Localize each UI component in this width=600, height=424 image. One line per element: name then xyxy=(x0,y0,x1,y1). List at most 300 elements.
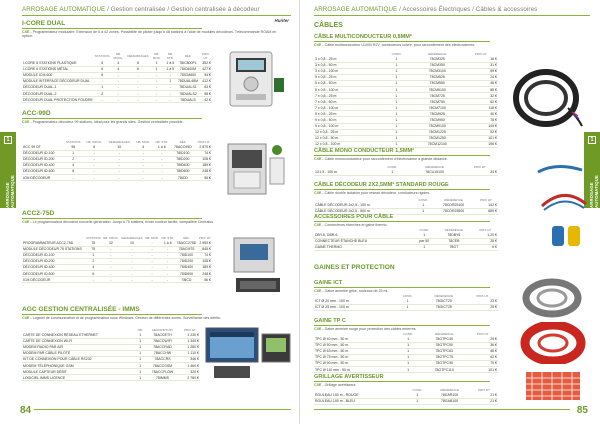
price: 6 € xyxy=(473,244,498,250)
reference: 78ID200 xyxy=(175,258,197,264)
section-desc-gaine-tpc xyxy=(314,327,514,331)
price: 1 460 € xyxy=(180,362,200,368)
reference: 78GTPC63 xyxy=(421,348,468,354)
price: 74 € xyxy=(198,252,212,258)
right-footer-rule xyxy=(314,409,570,410)
spec-value: 1 xyxy=(382,141,411,147)
spec-value: 1 xyxy=(395,348,421,354)
desc-text: Programmateur modulaire. Extension de 6 à 42 zones. Possibilité de piloter jusqu'à 48 stations à l'aide de modules décodeurs. Télécommande ROAM en option. xyxy=(22,30,277,39)
reference: 78ID600 xyxy=(175,270,197,276)
column-header: PRIX HT xyxy=(479,228,492,232)
spec-value: - xyxy=(153,156,171,162)
column-header: RÉFÉRENCE xyxy=(434,332,454,336)
product-name: KIT DE CONNEXION POUR CÂBLE RS232 xyxy=(22,356,135,362)
product-name: DÉCODEUR ID-200 xyxy=(22,156,63,162)
desc-text: Logiciel de communication et de programmation sous Windows. Gestion de différentes zones. Surveillance des débits. xyxy=(32,316,221,320)
table-header-row xyxy=(22,52,212,60)
reference: 78CM925 xyxy=(411,111,463,117)
spec-value: 1 xyxy=(395,366,421,372)
product-name: DÉCODEUR DUAL PROTECTION FOUDRE xyxy=(23,97,93,102)
desc-text: Le programmateur décodeur nouvelle génération. Jusqu'à 75 stations, écran couleur tactile, compatible Centralus. xyxy=(32,220,215,224)
reference: 78CDR25100 xyxy=(433,202,473,208)
reference: 78DUAL48M xyxy=(177,79,198,84)
price: 24 € xyxy=(464,74,498,80)
code-prefix: CXE - xyxy=(314,191,324,195)
spec-value: 1 xyxy=(135,332,145,338)
price: 845 € xyxy=(198,246,212,252)
spec-value: - xyxy=(150,97,164,103)
code-prefix: CXE - xyxy=(314,157,324,161)
product-name: TPC Ø 50 mm - 50 m xyxy=(314,342,395,348)
spec-value: 4 xyxy=(85,264,102,270)
column-header: PRIX HT xyxy=(198,236,211,240)
product-name: ROULEAU 100 m - ROUGE xyxy=(314,392,406,398)
price: 16 € xyxy=(464,56,498,62)
left-header-rule xyxy=(22,15,291,16)
desc-text: Gaine annelée rouge pour protection des câbles enterrés. xyxy=(324,327,417,331)
spec-value: - xyxy=(144,252,160,258)
hunter-logo: Hunter xyxy=(274,18,289,23)
table-row xyxy=(314,244,498,250)
reference: 78ACCRAD xyxy=(145,344,179,350)
right-header-rule xyxy=(314,15,590,16)
spec-value: 1 xyxy=(413,208,433,214)
column-header: COND. xyxy=(419,228,430,232)
reference: 78GTPC75 xyxy=(421,354,468,360)
spec-value: 10 xyxy=(120,240,144,246)
product-name: 3 x 0,8 - 25 m xyxy=(314,56,382,62)
imms-software-image xyxy=(204,326,294,382)
column-header: STATIONS xyxy=(66,140,81,144)
spec-value: 6 xyxy=(63,168,83,174)
page-number-right: 85 xyxy=(576,405,588,416)
spec-value: - xyxy=(120,258,144,264)
product-name: DÉCODEUR ID-400 xyxy=(22,162,63,168)
reference: 78ACCGSM xyxy=(145,362,179,368)
spec-value: 32 xyxy=(102,240,120,246)
section-desc-gaine-ict xyxy=(314,289,514,293)
spec-value: - xyxy=(102,270,120,276)
section-desc-acc275d xyxy=(22,220,284,224)
price: 29 € xyxy=(467,304,498,310)
price: 196 € xyxy=(464,141,498,147)
code-prefix: CXE - xyxy=(314,289,324,293)
mono-cable-image xyxy=(536,160,586,180)
code-prefix: CXE - xyxy=(22,316,32,320)
spec-value: 1 xyxy=(382,117,411,123)
price: 98 € xyxy=(199,90,212,96)
column-header: DÉMARRAGES xyxy=(127,54,149,58)
table-row xyxy=(314,366,498,372)
column-header: RÉFÉRENCE xyxy=(444,228,464,232)
price: 1 230 € xyxy=(180,332,200,338)
price: 689 € xyxy=(474,208,498,214)
section-rule xyxy=(314,287,490,288)
product-name: ICM DÉCODEUR xyxy=(22,277,85,283)
section-title-gaine-tpc: GAINE TP C xyxy=(314,318,346,324)
product-name: DÉCODEUR ID-400 xyxy=(22,264,85,270)
reference: 78CM1250 xyxy=(411,135,463,141)
table-row xyxy=(22,97,212,103)
product-name: MODEM PAR CÂBLE PILOTE xyxy=(22,350,135,356)
spec-value: 1 à 5 xyxy=(164,60,177,66)
spec-value: 1 à 5 xyxy=(164,66,177,72)
product-name: ICT Ø 20 mm - 100 m xyxy=(314,298,394,304)
section-desc-acc99d xyxy=(22,120,284,124)
spec-value: 1 xyxy=(382,74,411,80)
spec-value: - xyxy=(105,168,134,174)
spec-value: 6 xyxy=(94,60,111,66)
spec-value: - xyxy=(105,162,134,168)
price: 62 € xyxy=(464,99,498,105)
spec-value: - xyxy=(83,174,104,180)
spec-value: 1 xyxy=(135,344,145,350)
column-header: COND. xyxy=(418,198,429,202)
column-header: NB. MOD. xyxy=(152,52,161,60)
price: 2 950 € xyxy=(199,240,211,245)
product-name: 3 x 0,8 - 100 m xyxy=(314,68,382,74)
spec-value: - xyxy=(160,246,175,252)
price: 59 € xyxy=(464,68,498,74)
product-name: ROULEAU 100 m - BLEU xyxy=(314,398,406,404)
product-name: ICT Ø 25 mm - 100 m xyxy=(314,304,394,310)
spec-value: 1 xyxy=(382,129,411,135)
reference: 78GTPC90 xyxy=(421,360,468,366)
reference: 78GTPC50 xyxy=(421,342,468,348)
acc99d-controller-image xyxy=(222,140,288,200)
spec-value: - xyxy=(102,277,120,283)
left-header-category: ARROSAGE AUTOMATIQUE xyxy=(22,6,106,13)
section-title-accessoires: ACCESSOIRES POUR CÂBLE xyxy=(314,214,394,220)
price: 21 € xyxy=(470,392,498,398)
section-rule xyxy=(22,118,202,119)
spec-value: - xyxy=(105,156,134,162)
product-name: 5 x 0,8 - 100 m xyxy=(314,86,382,92)
section-title-grillage: GRILLAGE AVERTISSEUR xyxy=(314,374,384,380)
section-rule xyxy=(22,28,202,29)
table-grillage xyxy=(314,388,498,405)
reference: 78ACCFLOW xyxy=(145,369,179,375)
price: 320 € xyxy=(180,369,200,375)
price: 79 € xyxy=(468,360,498,366)
reference: 78ACCHW xyxy=(145,350,179,356)
section-title-gaine-ict: GAINE ICT xyxy=(314,280,343,286)
section-title-monoconducteur: CÂBLE MONO CONDUCTEUR 1,5MM² xyxy=(314,148,415,154)
reference: 78CU15100 xyxy=(407,169,461,175)
price: 88 € xyxy=(464,86,498,92)
right-header-category: ARROSAGE AUTOMATIQUE xyxy=(314,6,398,13)
product-name: 7 x 0,8 - 100 m xyxy=(314,105,382,111)
spec-value: - xyxy=(110,90,126,96)
reference: 78CM750 xyxy=(411,99,463,105)
spec-value: - xyxy=(144,240,160,246)
section-rule xyxy=(22,314,202,315)
spec-value: 6 xyxy=(85,270,102,276)
spec-value: 1 xyxy=(150,66,164,72)
column-header xyxy=(22,52,94,60)
product-name: LOGICIEL IMMS LICENCE xyxy=(22,375,135,381)
column-header: PRIX HT xyxy=(473,165,486,169)
column-header: STATIONS xyxy=(94,54,110,58)
price: 62 € xyxy=(468,354,498,360)
spec-value: 1 xyxy=(382,105,411,111)
code-prefix: CXE - xyxy=(314,327,324,331)
spec-value: - xyxy=(126,72,149,78)
left-footer-rule xyxy=(34,409,291,410)
section-title-multiconducteur: CÂBLE MULTICONDUCTEUR 0,8MM² xyxy=(314,34,412,40)
spec-value: - xyxy=(110,97,126,103)
spec-value: - xyxy=(102,258,120,264)
spec-value: - xyxy=(110,72,126,78)
section-desc-grillage xyxy=(314,383,514,387)
column-header: NB. xyxy=(137,328,143,332)
section-desc-agc xyxy=(22,316,284,320)
product-name: 7 x 0,8 - 50 m xyxy=(314,99,382,105)
price: 56 € xyxy=(198,277,212,283)
spec-value: - xyxy=(134,150,153,156)
product-name: TPC Ø 40 mm - 50 m xyxy=(314,336,395,342)
table-row xyxy=(22,277,212,283)
price: 46 € xyxy=(464,80,498,86)
desc-text: Câble monoconducteur pour raccordement d'électrovanne à grande distance. xyxy=(324,157,448,161)
reference: 78ID200 xyxy=(171,156,195,162)
spec-value: 4 xyxy=(110,60,126,66)
spec-value: 2 xyxy=(63,156,83,162)
reference: 78ICD xyxy=(171,174,195,180)
left-header-subcategory: / Gestion centralisée / Gestion centralisée à décodeur xyxy=(107,6,260,13)
spec-value: 1 xyxy=(395,342,421,348)
product-name: DBY-6, DBR-6 xyxy=(314,232,413,238)
spec-value: 99 xyxy=(63,144,83,150)
column-header: NB. PROG. xyxy=(103,236,119,240)
spec-value: 1 xyxy=(413,244,435,250)
table-acc275d xyxy=(22,236,212,283)
reference: 78CM3100 xyxy=(411,68,463,74)
price: 94 € xyxy=(199,72,212,78)
price: 149 € xyxy=(464,123,498,129)
product-name: CÂBLE DÉCODEUR 2x2,5 - 100 m xyxy=(314,202,413,208)
price: 78 € xyxy=(464,117,498,123)
product-name: PROGRAMMATEUR ACC2-75D xyxy=(22,240,85,246)
spec-value: 1 xyxy=(413,202,433,208)
column-header: PRIX HT xyxy=(474,52,487,56)
spec-value: 1 xyxy=(382,99,411,105)
section-title-gaines: GAINES ET PROTECTION xyxy=(314,264,395,271)
section-rule xyxy=(314,381,490,382)
spec-value: 1 à 6 xyxy=(160,240,175,246)
cable-coil-image xyxy=(506,62,586,132)
column-header: RÉFÉRENCE xyxy=(444,198,463,202)
acc275d-controller-image xyxy=(226,236,286,296)
reference: 78CM7100 xyxy=(411,105,463,111)
column-header: PRIX HT xyxy=(478,388,490,392)
decoder-cable-image xyxy=(540,186,588,216)
spec-value: 2 xyxy=(94,90,111,96)
spec-value: - xyxy=(102,246,120,252)
spec-value: - xyxy=(126,78,149,84)
product-name: CARTE DE CONNEXION WI-FI xyxy=(22,338,135,344)
column-header: NB. STD. xyxy=(155,140,169,144)
product-name: 9 x 0,8 - 50 m xyxy=(314,117,382,123)
desc-text: Programmateur décodeur 99 stations, idéal pour les grands sites. Gestion centralisée possible. xyxy=(32,120,184,124)
section-title-acc275d: ACC2-75D xyxy=(22,210,55,217)
reference: 78IC600M xyxy=(177,66,199,72)
spec-value: 1 xyxy=(395,360,421,366)
spec-value: - xyxy=(160,252,175,258)
column-header: NB. STD. xyxy=(161,236,175,240)
section-desc-icore xyxy=(22,30,284,39)
column-header: RÉFÉRENCE xyxy=(428,52,447,56)
column-header: NB. MOD. xyxy=(136,140,150,144)
desc-text: Gaine annelée grise, rouleaux de 25 ml. xyxy=(324,289,389,293)
product-name: I-CORE 8 STATIONS PLASTIQUE xyxy=(22,60,94,66)
section-desc-decodeur-cable xyxy=(314,191,534,195)
spec-value: 6 xyxy=(94,72,111,78)
right-header xyxy=(314,6,537,13)
spec-value: 1 xyxy=(382,111,411,117)
spec-value: - xyxy=(160,258,175,264)
column-header: PRIX HT xyxy=(480,198,492,202)
product-name: I-CORE 6 STATIONS MÉTAL xyxy=(22,66,94,72)
reference: 78ACM75 xyxy=(175,246,197,252)
spec-value: - xyxy=(144,277,160,283)
spec-value: 8 xyxy=(126,66,149,72)
section-rule xyxy=(22,218,202,219)
spec-value: 1 xyxy=(382,93,411,99)
desc-text: Câble multiconducteur U1000 R2V, conducteurs cuivre, pour raccordement des électrovannes. xyxy=(324,43,476,47)
spec-value: - xyxy=(85,277,102,283)
reference: 78GICT20 xyxy=(421,298,467,304)
spec-value: - xyxy=(144,270,160,276)
spec-value: 1 xyxy=(406,398,429,404)
product-name: DÉCODEUR DUAL-1 xyxy=(22,84,94,90)
spec-value: 1 xyxy=(135,369,145,375)
price: 34 € xyxy=(462,169,498,175)
price: 23 € xyxy=(467,298,498,304)
spec-value: 1 à 6 xyxy=(153,144,171,150)
spec-value: 1 xyxy=(406,392,429,398)
table-icore xyxy=(22,52,212,103)
spec-value: 1 xyxy=(382,123,411,129)
gaine-ict-image xyxy=(520,278,584,318)
spec-value: 4 xyxy=(110,66,126,72)
price: 2 870 € xyxy=(195,144,212,150)
spec-value: 1 xyxy=(413,232,435,238)
left-header xyxy=(22,6,260,13)
column-header: PRIX HT xyxy=(183,328,196,332)
spec-value: 4 xyxy=(63,162,83,168)
price: 29 € xyxy=(468,336,498,342)
price: 1 110 € xyxy=(180,350,200,356)
product-name: CARTE DE CONNEXION RÉSEAU ETHERNET xyxy=(22,332,135,338)
column-header: COND. xyxy=(403,332,413,336)
spec-value: - xyxy=(120,252,144,258)
spec-value: - xyxy=(150,84,164,90)
spec-value: par 50 xyxy=(413,238,435,244)
reference: 78ACCRS xyxy=(145,356,179,362)
section-rule xyxy=(314,189,490,190)
spec-value: - xyxy=(126,84,149,90)
spec-value: 1 xyxy=(394,298,420,304)
product-name: MODEM TÉLÉPHONIQUE GSM xyxy=(22,362,135,368)
spec-value: 1 xyxy=(382,68,411,74)
column-header: PRIX HT xyxy=(476,332,489,336)
spec-value: 1 xyxy=(135,375,145,381)
product-name: MODULE CAPTEUR DÉBIT xyxy=(22,369,135,375)
tab-label: ARROSAGE AUTOMATIQUE xyxy=(589,175,599,208)
spec-value: - xyxy=(83,168,104,174)
column-header: PRIX HT xyxy=(197,140,210,144)
spec-value: 1 xyxy=(150,60,164,66)
column-header: DÉMARRAGES xyxy=(108,140,130,144)
spec-value: - xyxy=(150,78,164,84)
product-name: DÉCODEUR ID-600 xyxy=(22,168,63,174)
spec-value: - xyxy=(164,84,177,90)
spec-value: 1 xyxy=(382,135,411,141)
product-name: DÉCODEUR ID-600 xyxy=(22,270,85,276)
reference: 78ID400 xyxy=(171,162,195,168)
reference: 78CM950 xyxy=(411,117,463,123)
reference: 78CM725 xyxy=(411,93,463,99)
product-name: TPC Ø 90 mm - 50 m xyxy=(314,360,395,366)
table-agc xyxy=(22,328,200,381)
price: 2 780 € xyxy=(180,375,200,381)
spec-value: 1 xyxy=(85,252,102,258)
price: 42 € xyxy=(199,97,212,103)
left-section-tab[interactable] xyxy=(0,132,16,208)
column-header: RÉF. xyxy=(184,54,192,58)
column-header: STATIONS xyxy=(86,236,101,240)
product-name: ICM DÉCODEUR xyxy=(22,174,63,180)
spec-value: - xyxy=(83,150,104,156)
reference: 78CEB xyxy=(435,238,473,244)
spec-value: 1 xyxy=(135,356,145,362)
reference: 78IC800PL xyxy=(177,60,199,66)
spec-value: - xyxy=(120,246,144,252)
column-header: DÉMARRAGES xyxy=(121,236,143,240)
spec-value: - xyxy=(102,252,120,258)
product-name: TPC Ø 63 mm - 50 m xyxy=(314,348,395,354)
code-prefix: CXE - xyxy=(314,383,324,387)
reference: 78GICT25 xyxy=(421,304,467,310)
table-acc99d xyxy=(22,140,212,181)
spec-value: 8 xyxy=(126,60,149,66)
product-name: 1X1,5 - 100 m xyxy=(314,169,377,175)
price: 108 € xyxy=(195,156,212,162)
spec-value: - xyxy=(83,156,104,162)
column-header: RÉFÉRENCE xyxy=(425,165,444,169)
reference: 78CM12100 xyxy=(411,141,463,147)
icore-controller-image xyxy=(222,48,288,110)
price: 346 € xyxy=(180,356,200,362)
price: 412 € xyxy=(199,78,212,84)
reference: 78ICD xyxy=(175,277,197,283)
reference: 78DUALS1 xyxy=(177,84,199,90)
main-title-cables: CÂBLES xyxy=(314,22,343,29)
spec-value: - xyxy=(150,90,164,96)
code-prefix: CXE - xyxy=(22,220,32,224)
table-row xyxy=(22,174,212,180)
price: 1 340 € xyxy=(180,338,200,344)
spec-value: - xyxy=(126,90,149,96)
code-prefix: CXE - xyxy=(314,223,324,227)
price: 427 € xyxy=(199,66,212,72)
price: 52 € xyxy=(464,129,498,135)
reference: 78GT xyxy=(435,244,473,250)
spec-value: - xyxy=(126,97,149,103)
price: 352 € xyxy=(199,60,212,66)
section-title-agc: AGC GESTION CENTRALISÉE - IMMS xyxy=(22,306,140,313)
